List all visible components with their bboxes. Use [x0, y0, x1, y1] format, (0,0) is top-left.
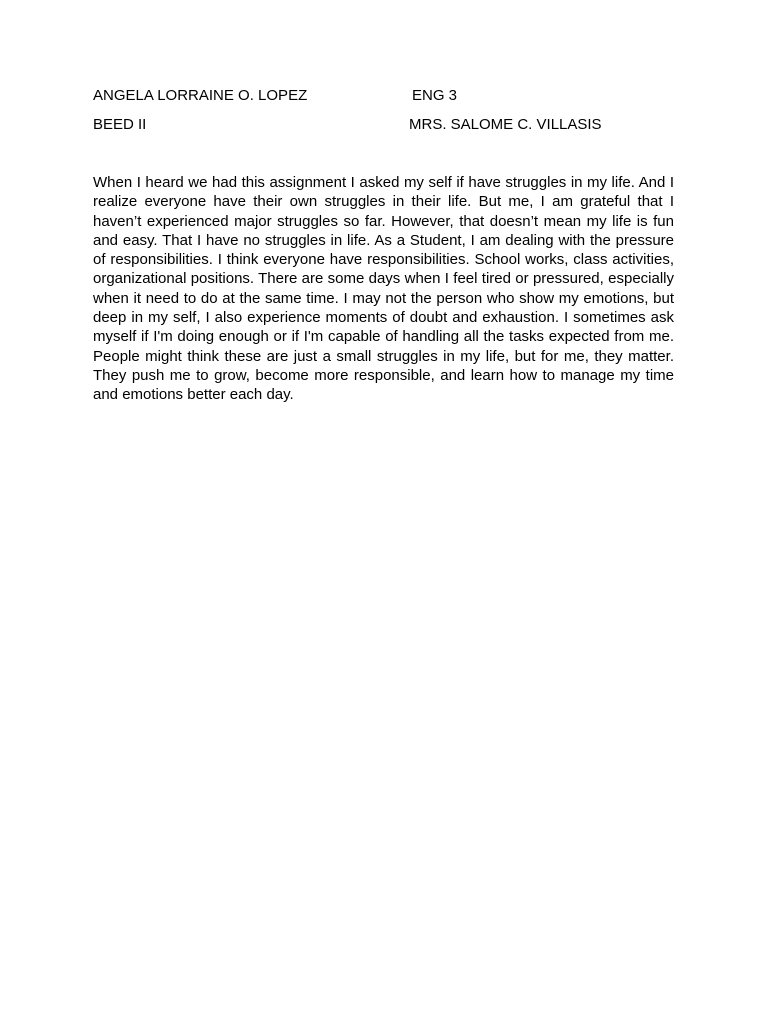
- year-level: BEED II: [93, 116, 147, 133]
- essay-paragraph: When I heard we had this assignment I asked my self if have struggles in my life. And I realize everyone have their own struggles in their life. But me, I am grateful that I haven’t experienced major struggles so far. However, that doesn’t mean my life is fun and easy. That I have no struggles in life. As a Student, I am dealing with the pressure of responsibilities. I think everyone have responsibilities. School works, class activities, organizational positions. There are some days when I feel tired or pressured, especially when it need to do at the same time. I may not the person who show my emotions, but deep in my self, I also experience moments of doubt and exhaustion. I sometimes ask myself if I'm doing enough or if I'm capable of handling all the tasks expected from me. People might think these are just a small struggles in my life, but for me, they matter. They push me to grow, become more responsible, and learn how to manage my time and emotions better each day.: [93, 174, 683, 404]
- teacher-name: MRS. SALOME C. VILLASIS: [409, 116, 602, 133]
- course-code: ENG 3: [412, 87, 458, 104]
- student-name: ANGELA LORRAINE O. LOPEZ: [93, 87, 308, 104]
